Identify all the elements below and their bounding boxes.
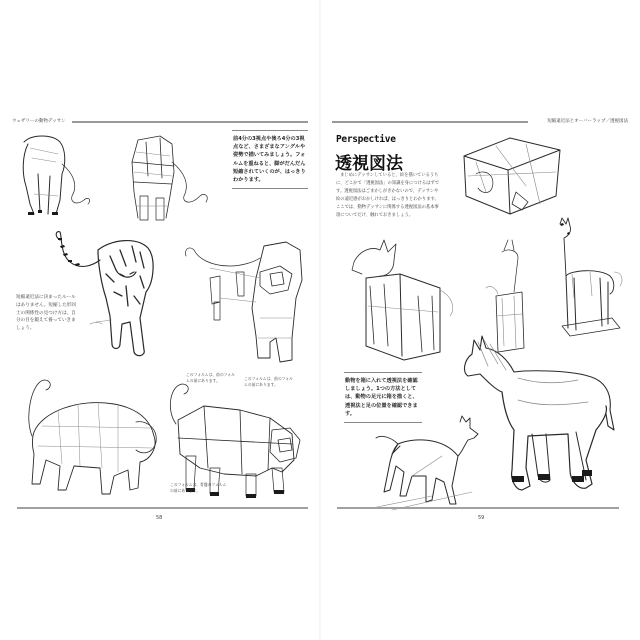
book-gutter (319, 0, 321, 640)
intro-paragraph: まじめにデッサンしていると、絵を描いているうちに、どこかで「透視図法」の知識を身につけるはずです。透視図法はごまかしがきかないので、デッサンや絵の遠近感がおかしければ、はっきりとわかります。ここでは、動物デッサンに関係する透視図法の基本事項についてだけ、触れておきましょう。 (336, 173, 440, 218)
caption-angle-tips: 前4分の3視点や後ろ4分の3視点など、さまざまなアングルや姿勢で描いてみましょう。フォルムを重ねると、脚がだんだん短縮されていくのが、はっきりわかります。 (232, 130, 308, 189)
tiger-front-sketch (40, 226, 172, 366)
page-number-left: 58 (156, 515, 163, 521)
left-page (12, 118, 308, 528)
caption-box-perspective: 動物を箱に入れて透視法を確認しましょう。1つの方法としては、動物の足元に箱を描くと、透視法と足の位置を確認できます。 (344, 372, 422, 423)
dog-in-box-sketch (344, 236, 464, 362)
note-foreshortening-rules: 短縮遠近法に決まったルールはありません。短縮した形同士の関係性の見つけ方は、自分の目を鍛えて養っていきましょう。 (16, 295, 76, 332)
footer-rule-left (17, 507, 308, 509)
annotation-form-front-2: このフォルムは、前のフォルムの前にあります。 (244, 376, 293, 387)
leopard-walking-form-sketch (18, 376, 168, 504)
section-title: 透視図法 (335, 154, 403, 174)
running-head-right: 短縮遠近法とオーバーラップ／透視図法 (547, 119, 628, 124)
llama-on-base-sketch (550, 218, 628, 342)
footer-rule-right (337, 507, 619, 509)
tiger-front-form-construction (180, 238, 308, 368)
annotation-form-front-1: このフォルムは、前のフォルムの前にあります。 (186, 372, 235, 383)
header-rule (332, 121, 528, 123)
running-head-left: ウェザリーの動物デッサン (12, 119, 66, 124)
page-number-right: 59 (478, 515, 485, 521)
lioness-rear-form-construction (120, 132, 230, 227)
section-label-en: Perspective (336, 134, 396, 145)
right-page (332, 118, 628, 528)
header-rule (72, 121, 308, 123)
perspective-box-animal-sketch (456, 132, 566, 222)
wolf-walking-sketch (372, 416, 492, 510)
lioness-rear-sketch (14, 134, 109, 222)
annotation-pelvis-form: このフォルムは、骨盤のフォルムの前にあります。 (170, 482, 227, 493)
